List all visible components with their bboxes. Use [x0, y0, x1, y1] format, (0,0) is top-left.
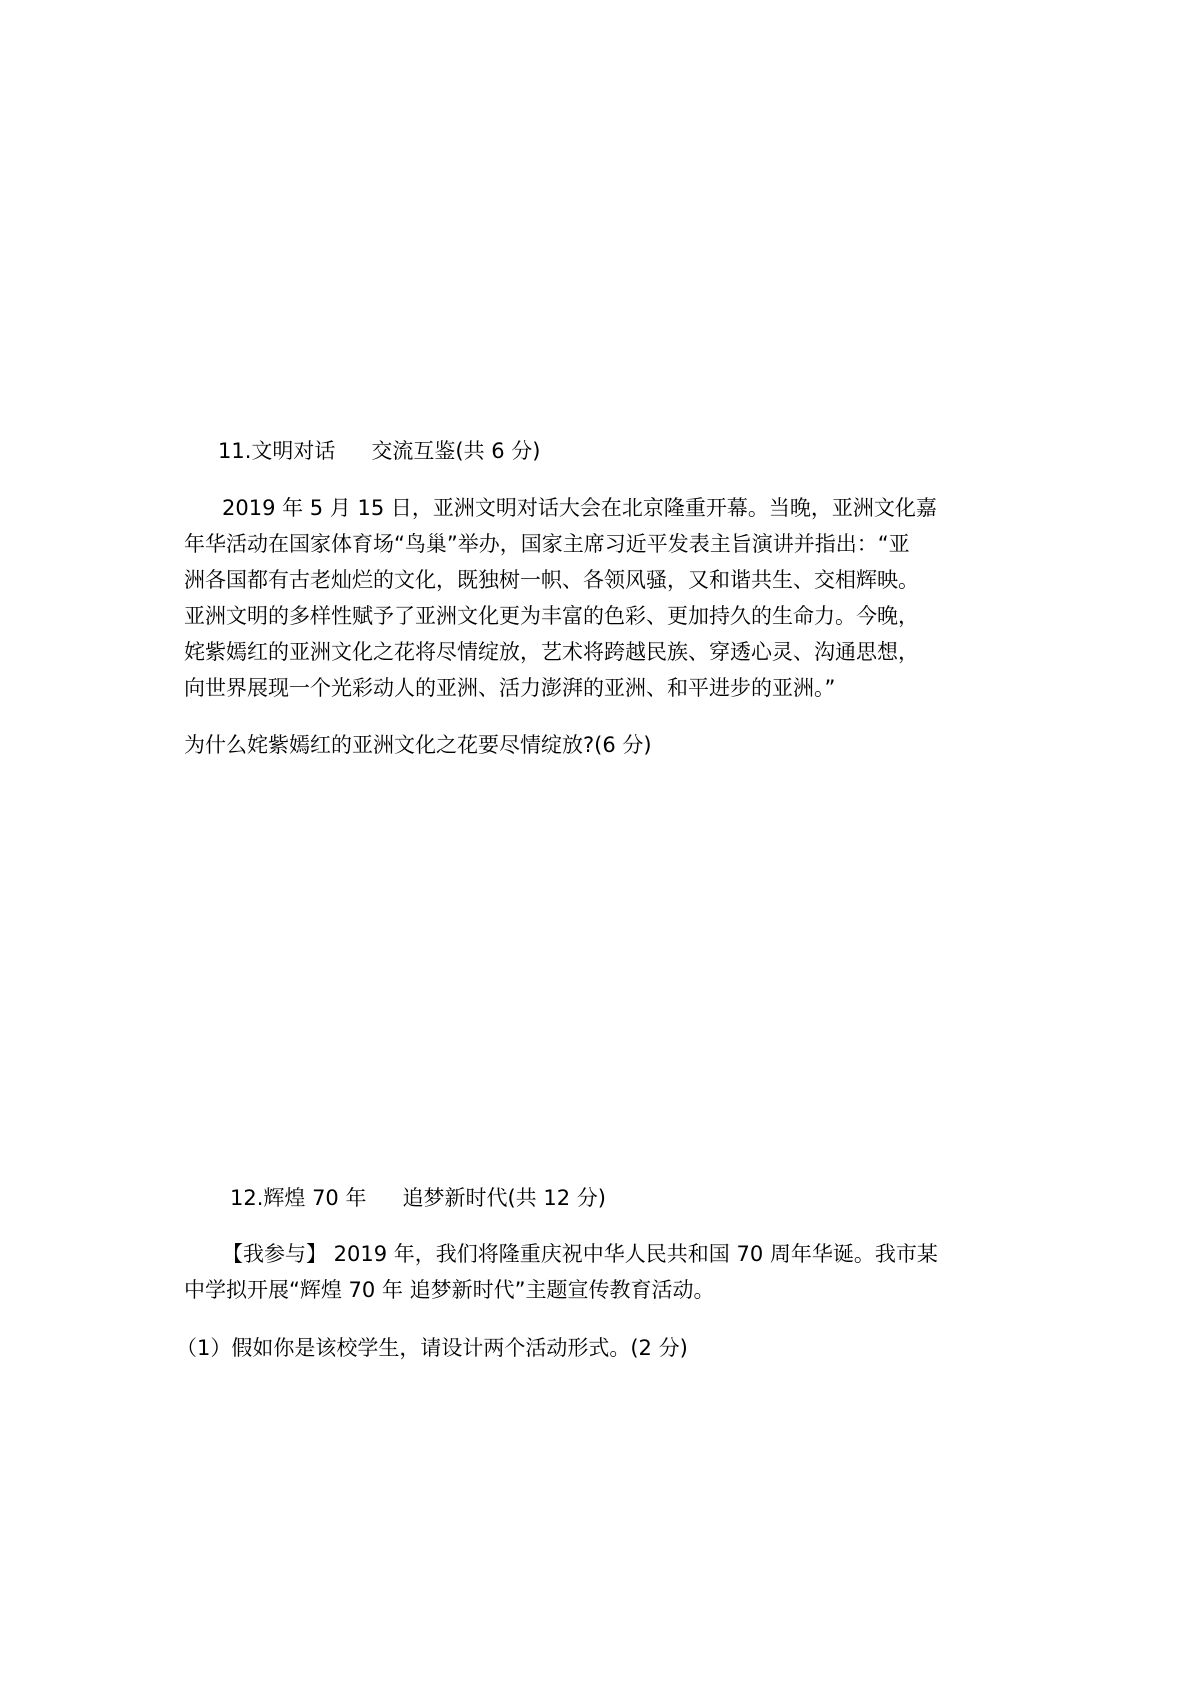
passage-line: 中学拟开展“辉煌 70 年 追梦新时代”主题宣传教育活动。: [184, 1278, 715, 1302]
passage-line: 年华活动在国家体育场“鸟巢”举办，国家主席习近平发表主旨演讲并指出：“亚: [184, 532, 910, 556]
question-12-title: [230, 1184, 606, 1212]
question-11-title-part-b: 交流互鉴(共 6 分): [371, 439, 541, 463]
passage-line: 姹紫嫣红的亚洲文化之花将尽情绽放，艺术将跨越民族、穿透心灵、沟通思想，: [184, 640, 919, 664]
passage-line: 向世界展现一个光彩动人的亚洲、活力澎湃的亚洲、和平进步的亚洲。”: [184, 676, 836, 700]
question-12-passage: [184, 1236, 1024, 1308]
question-11-prompt: 为什么姹紫嫣红的亚洲文化之花要尽情绽放?(6 分): [184, 733, 652, 757]
passage-line: 【我参与】 2019 年，我们将隆重庆祝中华人民共和国 70 周年华诞。我市某: [222, 1242, 938, 1266]
question-11-passage: [184, 490, 1024, 706]
question-12-sub-1: （1）假如你是该校学生，请设计两个活动形式。(2 分): [176, 1336, 688, 1360]
question-12-title-part-b: 追梦新时代(共 12 分): [402, 1186, 606, 1210]
question-12-title-part-a: 12.辉煌 70 年: [230, 1186, 367, 1210]
passage-line: 2019 年 5 月 15 日，亚洲文明对话大会在北京隆重开幕。当晚，亚洲文化嘉: [222, 496, 937, 520]
question-11-title: [218, 437, 541, 465]
question-11-title-part-a: 11.文明对话: [218, 439, 336, 463]
passage-line: 亚洲文明的多样性赋予了亚洲文化更为丰富的色彩、更加持久的生命力。今晚，: [184, 604, 919, 628]
passage-line: 洲各国都有古老灿烂的文化，既独树一帜、各领风骚，又和谐共生、交相辉映。: [184, 568, 919, 592]
